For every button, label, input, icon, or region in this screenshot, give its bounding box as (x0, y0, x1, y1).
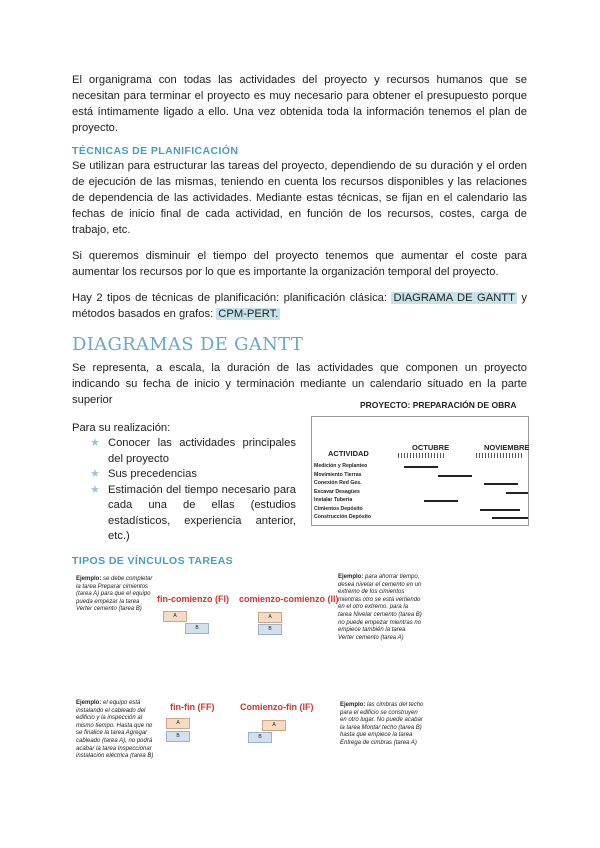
tecnicas-heading: TÉCNICAS DE PLANIFICACIÓN (72, 145, 239, 157)
star-icon: ★ (90, 437, 100, 449)
link-ff-label: fin-fin (FF) (170, 702, 215, 712)
gantt-bar (480, 509, 520, 511)
bullet-item: ★ Conocer las actividades principales del proyecto (90, 437, 296, 465)
gantt-activity: Cimientos Depósito (314, 505, 363, 512)
task-a-box: A (163, 611, 187, 622)
example-cc: Ejemplo: para ahorrar tiempo, desea nivelar el cemento en un extremo de los cimientos mientras otro se está vertiendo en el otro extremo. para la tarea Nivelar cemento (tarea B) no puede empezar mientras no empiece también la tarea Verter cemento (tarea A) (338, 574, 422, 641)
tipos-paragraph (72, 290, 527, 322)
gantt-image-title: PROYECTO: PREPARACIÓN DE OBRA (360, 400, 517, 410)
gantt-bar (438, 475, 472, 477)
task-b-box: B (258, 624, 282, 635)
bullet-item: ★ Sus precedencias (90, 467, 296, 483)
realizacion-label: Para su realización: (72, 422, 171, 434)
tipos-text-2: y métodos basados en grafos: (72, 292, 528, 320)
task-b-box: B (166, 731, 190, 742)
gantt-activity: Construcción Depósito (314, 514, 372, 520)
task-a-box: A (258, 612, 282, 623)
link-cc-label: comienzo-comienzo (II) (239, 594, 339, 604)
task-a-box: A (166, 718, 190, 729)
example-fc: Ejemplo: se debe completar la tarea Preparar cimientos (tarea A) para que el equipo pueda empezar la tarea Verter cemento (tarea B) (76, 576, 153, 613)
bullet-item: ★ Estimación del tiempo necesario para cada una de ellas (estudios estadísticos, experiencia anterior, etc.) (90, 483, 296, 542)
task-b-box: B (248, 732, 272, 743)
gantt-activity: Conexión Red Ges. (314, 480, 362, 486)
tipos-text-1: Hay 2 tipos de técnicas de planificación: planificación clásica: (72, 292, 392, 304)
gantt-col-noviembre: NOVIEMBRE (484, 443, 530, 452)
gantt-bar (492, 517, 528, 519)
vinculos-heading: TIPOS DE VÍNCULOS TAREAS (72, 555, 234, 567)
gantt-heading: DIAGRAMAS DE GANTT (72, 334, 304, 355)
intro-paragraph: El organigrama con todas las actividades del proyecto y recursos humanos que se necesitan para terminar el proyecto es muy necesario para obtener el presupuesto porque está íntimamente ligado a ello. Una vez obtenida toda la información tenemos el plan de proyecto. (72, 74, 527, 134)
gantt-activity: Excavar Desagües (314, 488, 360, 495)
disminuir-paragraph: Si queremos disminuir el tiempo del proyecto tenemos que aumentar el coste para aumentar los recursos por lo que es importante la organización temporal del proyecto. (72, 250, 527, 278)
gantt-activity: Instalar Tubería (314, 497, 353, 503)
gantt-bar (404, 466, 438, 468)
gantt-bar (484, 483, 518, 485)
task-b-box: B (185, 623, 209, 634)
bullet-list (90, 436, 296, 545)
link-fc-label: fin-comienzo (FI) (157, 594, 229, 604)
example-ff: Ejemplo: el equipo está instalando el cableado del edificio y la inspección al mismo tiempo. Hasta que no se finalice la tarea Agregar cableado (tarea A), no podrá acabar la tarea Inspeccionar instalación eléctrica (tarea B) (76, 700, 154, 760)
star-icon: ★ (90, 483, 100, 496)
gantt-image (311, 416, 529, 526)
highlight-gantt: DIAGRAMA DE GANTT (393, 292, 515, 304)
link-cf-label: Comienzo-fin (IF) (240, 702, 314, 712)
highlight-cpm: CPM-PERT. (218, 308, 279, 320)
gantt-col-actividad: ACTIVIDAD (328, 449, 369, 458)
gantt-bar (424, 500, 458, 502)
gantt-col-octubre: OCTUBRE (412, 443, 450, 452)
gantt-bar (506, 492, 528, 494)
example-cf: Ejemplo: las cimbras del techo para el edificio se construyen en otro lugar. No puede acabar la tarea Montar techo (tarea B) hasta que empiece la tarea Entrega de cimbras (tarea A) (340, 702, 424, 746)
gantt-ticks-nov (476, 453, 524, 458)
gantt-paragraph: Se representa, a escala, la duración de las actividades que componen un proyecto indicando su fecha de inicio y terminación mediante un calendario situado en la parte superior (72, 362, 527, 406)
gantt-ticks-oct (398, 453, 446, 458)
gantt-activity: Medición y Replanteo (314, 463, 368, 469)
gantt-activity: Movimiento Tierras (314, 471, 362, 478)
task-a-box: A (262, 720, 286, 731)
tecnicas-paragraph: Se utilizan para estructurar las tareas del proyecto, dependiendo de su duración y el orden de ejecución de las mismas, teniendo en cuenta los recursos disponibles y las relaciones de dependencia de las actividades. Mediante estas técnicas, se fijan en el calendario las fechas de inicio final de cada actividad, en función de los recursos, costes, carga de trabajo, etc. (72, 160, 527, 236)
star-icon: ★ (90, 468, 100, 480)
